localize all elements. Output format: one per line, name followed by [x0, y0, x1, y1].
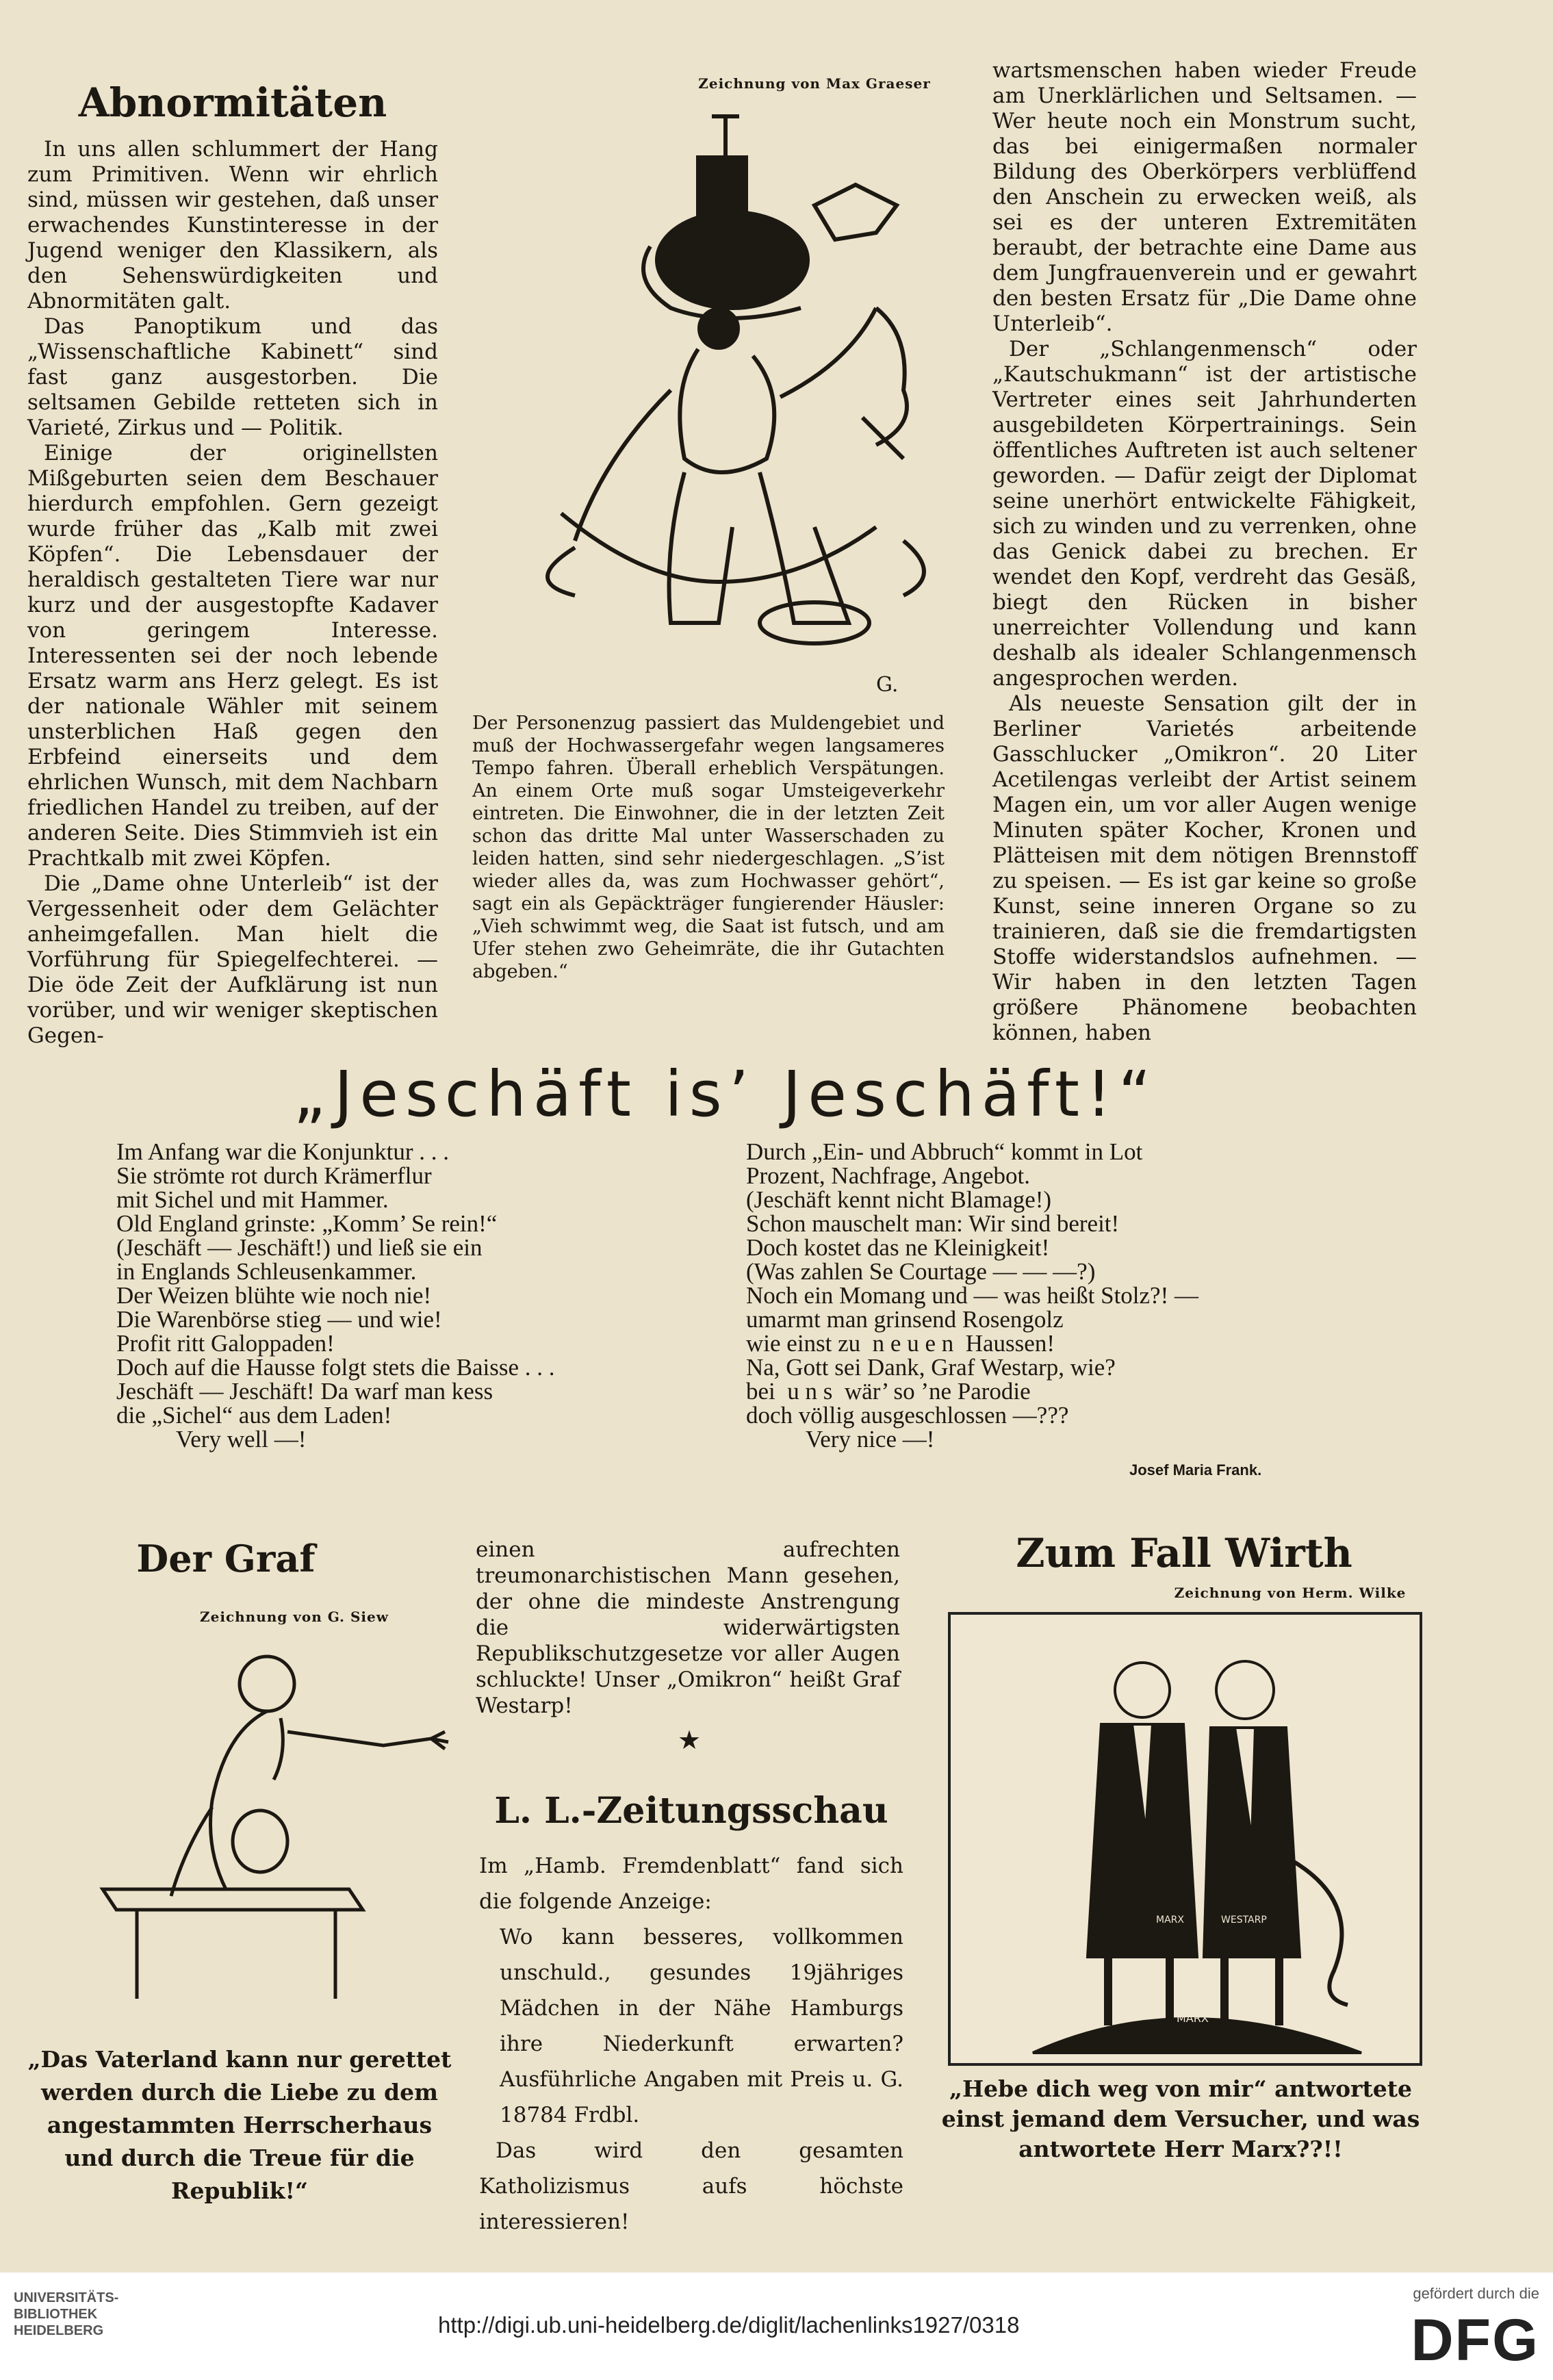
poem-line: mit Sichel und mit Hammer. — [116, 1186, 389, 1213]
poem-line: doch völlig ausgeschlossen —??? — [746, 1402, 1069, 1429]
funding-note: gefördert durch die — [1413, 2285, 1539, 2302]
zeitungsschau-body — [479, 1848, 903, 2240]
wirth-label-right: WESTARP — [1221, 1915, 1267, 1925]
wirth-illustration-frame — [948, 1612, 1422, 2066]
poem-line: Prozent, Nachfrage, Angebot. — [746, 1162, 1030, 1189]
poem-line: (Was zahlen Se Courtage — — —?) — [746, 1258, 1096, 1285]
abnormitaeten-column-left — [27, 75, 438, 1049]
graf-title: Der Graf — [136, 1537, 316, 1581]
wirth-drawing-credit: Zeichnung von Herm. Wilke — [1174, 1585, 1407, 1601]
omikron-continuation: einen aufrechten treumonarchistischen Mann gesehen, der ohne die mindeste Anstrengung die widerwärtigsten Republikschutzgesetze vor aller Augen schluckte! Unser „Omikron“ heißt Graf Westarp! — [476, 1537, 900, 1718]
article-paragraph: wartsmenschen haben wieder Freude am Unerklärlichen und Seltsamen. — Wer heute noch ein Monstrum sucht, das bei einigermaßen normaler Bildung des Oberkörpers verblüffend den Anschein zu erwecken weiß, als sei es der unteren Extremitäten beraubt, der betrachte eine Dame aus dem Jungfrauenverein und er gewahrt den besten Ersatz für „Die Dame ohne Unterleib“. — [992, 58, 1417, 336]
poem-line: Doch kostet das ne Kleinigkeit! — [746, 1234, 1050, 1261]
poem-line: Schon mauschelt man: Wir sind bereit! — [746, 1210, 1120, 1237]
poem-line: Doch auf die Hausse folgt stets die Baisse . . . — [116, 1354, 555, 1381]
graf-drawing-credit: Zeichnung von G. Siew — [200, 1609, 389, 1625]
article-paragraph: In uns allen schlummert der Hang zum Primitiven. Wenn wir ehrlich sind, müssen wir gestehen, daß unser erwachendes Kunstinteresse in der Jugend weniger den Klassikern, als den Sehenswürdigkeiten und Abnormitäten galt. — [27, 137, 438, 314]
flood-illustration — [493, 103, 972, 705]
middle-column — [476, 1537, 900, 1719]
zeitungsschau-title: L. L.-Zeitungsschau — [494, 1790, 888, 1832]
poem-line: Noch ein Momang und — was heißt Stolz?! — — [746, 1282, 1199, 1309]
abnormitaeten-title: Abnormitäten — [78, 79, 387, 126]
article-paragraph: Als neueste Sensation gilt der in Berliner Varietés arbeitende Gasschlucker „Omikron“. 20 Liter Acetilengas verleibt der Artist seinem Magen ein, um vor aller Augen wenige Minuten später Kocher, Kronen und Plätteisen mit dem nötigen Brennstoff zu speisen. — Es ist gar keine so große Kunst, seine inneren Organe so zu trainieren, daß sie die fremdartigsten Stoffe widerstandslos aufnehmen. — Wir haben in den letzten Tagen größere Phänomene beobachten können, haben — [992, 691, 1417, 1045]
graf-caption: „Das Vaterland kann nur gerettet werden durch die Liebe zu dem angestammten Herrscherhaus und durch die Treue für die Republik!“ — [27, 2046, 452, 2204]
drawing-signature: G. — [876, 673, 899, 697]
poem-line: Sie strömte rot durch Krämerflur — [116, 1162, 432, 1189]
poem-line: Die Warenbörse stieg — und wie! — [116, 1306, 442, 1333]
poem-line: Old England grinste: „Komm’ Se rein!“ — [116, 1210, 498, 1237]
wirth-label-left: MARX — [1156, 1915, 1184, 1925]
poem-line: wie einst zu n e u e n Haussen! — [746, 1330, 1055, 1357]
poem-line: Na, Gott sei Dank, Graf Westarp, wie? — [746, 1354, 1116, 1381]
star-divider: ★ — [678, 1725, 702, 1755]
poem-line: umarmt man grinsend Rosengolz — [746, 1306, 1064, 1333]
poem-line: Very nice —! — [746, 1426, 935, 1453]
wirth-ground-label: MARX — [1177, 2012, 1209, 2025]
poem-line: bei u n s wär’ so ’ne Parodie — [746, 1378, 1031, 1405]
poem-line: in Englands Schleusenkammer. — [116, 1258, 417, 1285]
poem-line: Jeschäft — Jeschäft! Da warf man kess — [116, 1378, 493, 1405]
wirth-caption: „Hebe dich weg von mir“ antwortete einst jemand dem Versucher, und was antwortete Herr Marx??!! — [941, 2075, 1420, 2162]
poem-line: Very well —! — [116, 1426, 307, 1453]
source-url-link[interactable]: http://digi.ub.uni-heidelberg.de/diglit/lachenlinks1927/0318 — [438, 2312, 1020, 2338]
poem-right-stanza — [746, 1140, 1198, 1451]
abnormitaeten-column-right — [992, 58, 1417, 1046]
poem-line: Im Anfang war die Konjunktur . . . — [116, 1138, 450, 1165]
poem-left-stanza — [116, 1140, 555, 1451]
drawing-caption-flood: Der Personenzug passiert das Muldengebiet und muß der Hochwassergefahr wegen langsameres Tempo fahren. Überall erheblich Verspätungen. An einem Orte muß sogar Umsteigeverkehr eintreten. Die Einwohner, die in der letzten Zeit schon das dritte Mal unter Wasserschaden zu leiden hatten, sind sehr niedergeschlagen. „S’ist wieder alles da, was zum Hochwasser gehört“, sagt ein als Gepäckträger fungierender Häusler: „Vieh schwimmt weg, die Saat ist futsch, und am Ufer stehen zwo Geheimräte, die ihr Gutachten abgeben.“ — [472, 713, 945, 982]
zeitungsschau-ad: Wo kann besseres, vollkommen unschuld., gesundes 19jähriges Mädchen in der Nähe Hamburgs ihre Niederkunft erwarten? Ausführliche Angaben mit Preis u. G. 18784 Frdbl. — [500, 1925, 903, 2127]
wirth-illustration — [951, 1615, 1420, 2063]
wirth-title: Zum Fall Wirth — [1016, 1530, 1352, 1576]
zeitungsschau-intro: Im „Hamb. Fremdenblatt“ fand sich die folgende Anzeige: — [479, 1854, 903, 1914]
zeitungsschau-comment: Das wird den gesamten Katholizismus aufs höchste interessieren! — [479, 2138, 903, 2234]
poem-line: Profit ritt Galoppaden! — [116, 1330, 335, 1357]
graf-illustration — [62, 1643, 459, 2012]
poem-line: Durch „Ein- und Abbruch“ kommt in Lot — [746, 1138, 1143, 1165]
library-logo: UNIVERSITÄTS- BIBLIOTHEK HEIDELBERG — [14, 2290, 119, 2338]
poem-author: Josef Maria Frank. — [1129, 1461, 1262, 1479]
poem-title: „Jeschäft is’ Jeschäft!“ — [293, 1058, 1158, 1131]
article-paragraph: Die „Dame ohne Unterleib“ ist der Vergessenheit oder dem Gelächter anheimgefallen. Man hielt die Vorführung für Spiegelfechterei. — Die öde Zeit der Aufklärung ist nun vorüber, und wir weniger skeptischen Gegen- — [27, 871, 438, 1048]
article-paragraph: Der „Schlangenmensch“ oder „Kautschukmann“ ist der artistische Vertreter eines seit Jahrhunderten ausgebildeten Körpertrainings. Sein öffentliches Auftreten ist auch seltener geworden. — Dafür zeigt der Diplomat seine unerhört entwickelte Fähigkeit, sich zu winden und zu verrenken, ohne das Genick dabei zu brechen. Er wendet den Kopf, verdreht das Gesäß, biegt den Rücken in bisher unerreichter Vollendung und kann deshalb als idealer Schlangenmensch angesprochen werden. — [992, 337, 1417, 691]
article-paragraph: Einige der originellsten Mißgeburten seien dem Beschauer hierdurch empfohlen. Gern gezeigt wurde früher das „Kalb mit zwei Köpfen“. Die Lebensdauer der heraldisch gestalteten Tiere war nur kurz und der ausgestopfte Kadaver von geringem Interesse. Interessenten sei der noch lebende Ersatz warm ans Herz gelegt. Es ist der nationale Wähler mit seinem unsterblichen Haß gegen den Erbfeind einerseits und dem ehrlichen Wunsch, mit dem Nachbarn friedlichen Handel zu treiben, auf der anderen Seite. Dies Stimmvieh ist ein Prachtkalb mit zwei Köpfen. — [27, 441, 438, 871]
dfg-logo: DFG — [1411, 2307, 1539, 2373]
poem-line: Der Weizen blühte wie noch nie! — [116, 1282, 432, 1309]
footer-bar — [0, 2273, 1553, 2380]
poem-line: die „Sichel“ aus dem Laden! — [116, 1402, 392, 1429]
poem-line: (Jeschäft — Jeschäft!) und ließ sie ein — [116, 1234, 483, 1261]
drawing-credit-graeser: Zeichnung von Max Graeser — [698, 75, 931, 92]
article-paragraph: Das Panoptikum und das „Wissenschaftliche Kabinett“ sind fast ganz ausgestorben. Die seltsamen Gebilde retteten sich in Varieté, Zirkus und — Politik. — [27, 314, 438, 440]
poem-line: (Jeschäft kennt nicht Blamage!) — [746, 1186, 1052, 1213]
